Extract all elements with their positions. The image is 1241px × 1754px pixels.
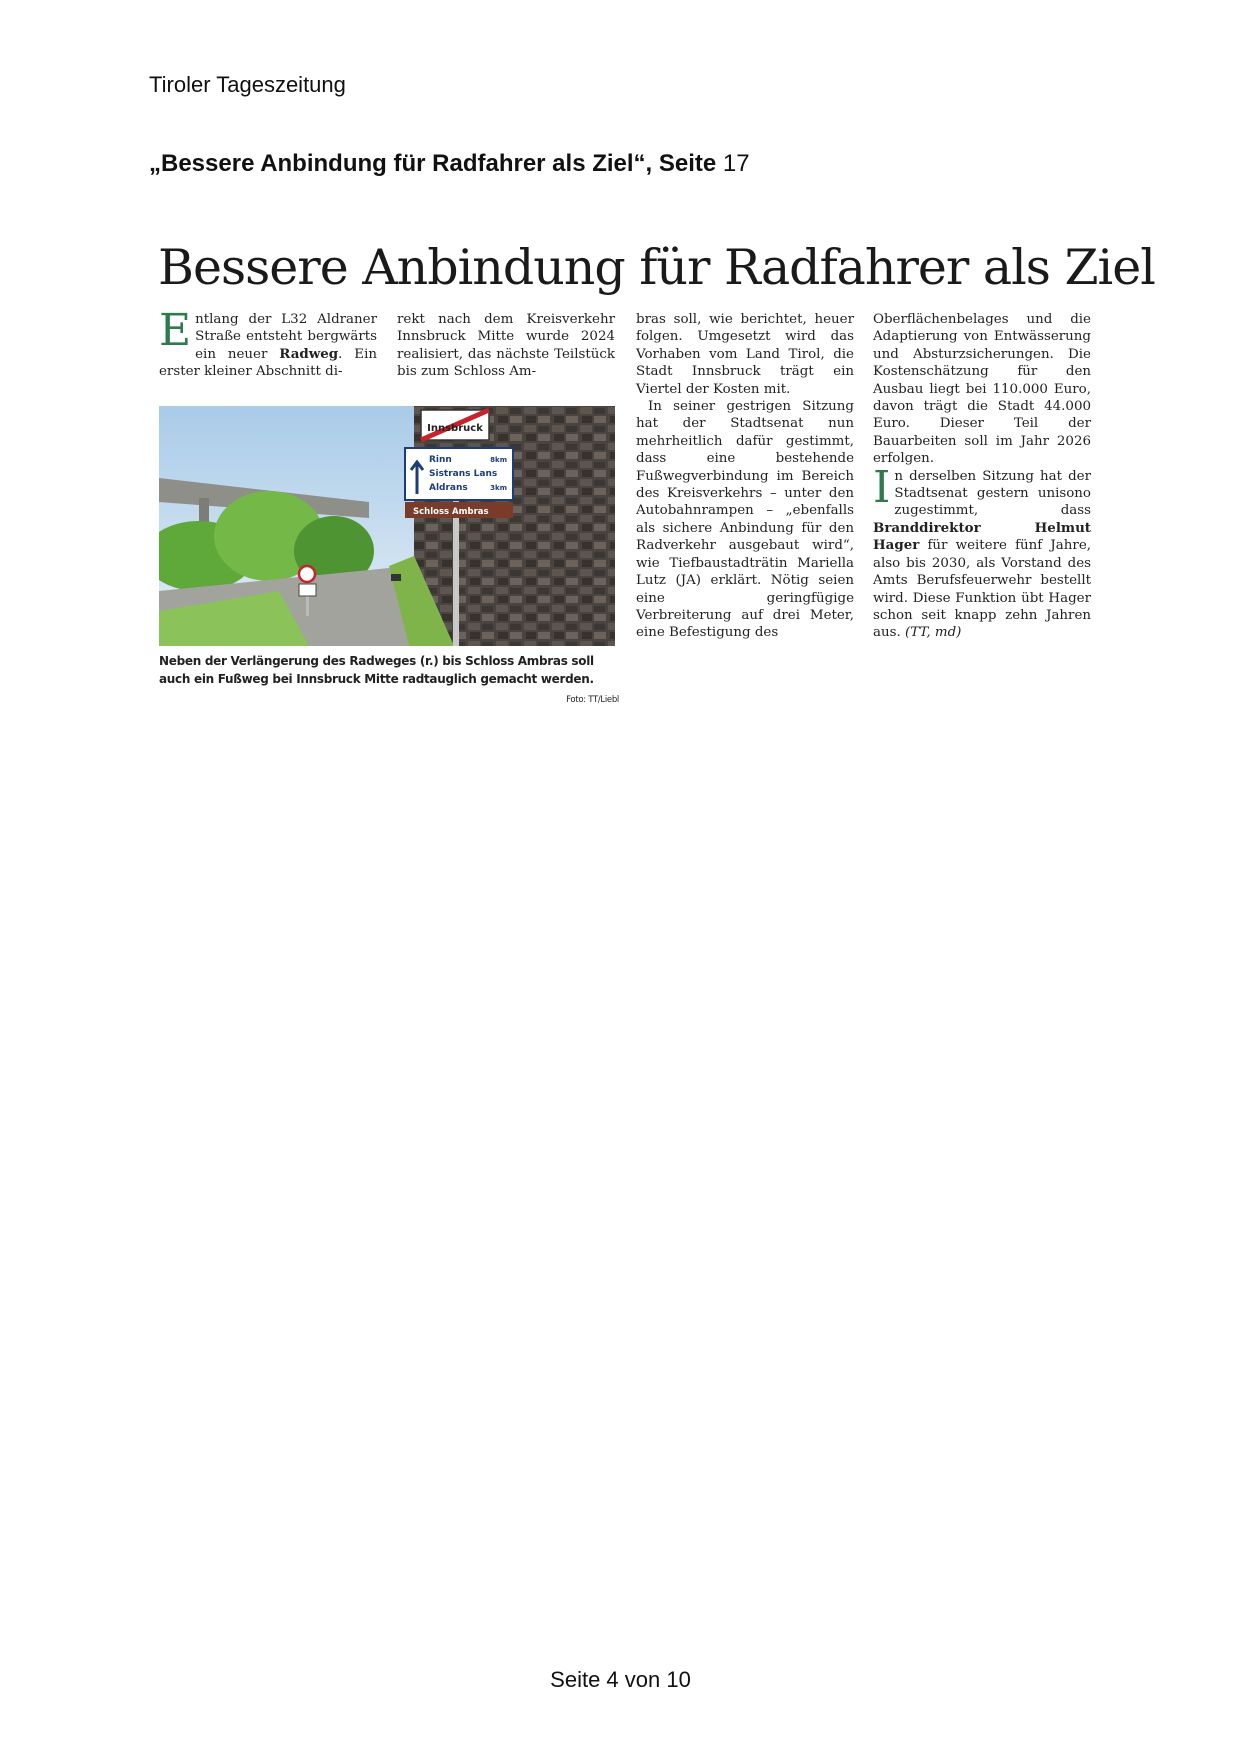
text-run: für weitere fünf Jahre, also bis 2030, als Vorstand des Amts Berufsfeuerwehr bestellt wird. Diese Funktion übt Hager schon seit knapp zehn Jahren aus.	[873, 538, 1091, 641]
street-scene-image	[159, 406, 615, 646]
text-run: . Ein erster kleiner Abschnitt di-	[159, 346, 377, 380]
article-column-4	[873, 311, 1091, 642]
article-headline: Bessere Anbindung für Radfahrer als Ziel	[158, 239, 1155, 296]
sign-dist-1: 8km	[490, 456, 507, 464]
text-run: n derselben Sitzung hat der Stadtsenat gestern unisono zugestimmt, dass	[894, 468, 1091, 519]
sign-place-1: Rinn	[429, 455, 452, 465]
photo-caption	[159, 652, 619, 709]
article-column-1	[159, 305, 377, 381]
article-page-number: 17	[722, 150, 750, 177]
paragraph-1-continued: rekt nach dem Kreisverkehr Innsbruck Mitte wurde 2024 realisiert, das nächste Teilstück bis zum Schloss Am-	[397, 312, 615, 380]
drop-cap: E	[159, 305, 192, 356]
page-footer: Seite 4 von 10	[550, 1667, 691, 1692]
article-reference-title: „Bessere Anbindung für Radfahrer als Ziel“, Seite	[149, 150, 717, 177]
sign-dist-3: 3km	[490, 484, 507, 492]
bold-term-radweg: Radweg	[279, 345, 339, 362]
article-photo	[159, 406, 615, 646]
photo-caption-text: Neben der Verlängerung des Radweges (r.) bis Schloss Ambras soll auch ein Fußweg bei Innsbruck Mitte radtauglich gemacht werden.	[159, 654, 594, 686]
paragraph-1-end: bras soll, wie berichtet, heuer folgen. Umgesetzt wird das Vorhaben vom Land Tirol, die Stadt Innsbruck trägt ein Viertel der Kosten mit.	[636, 312, 854, 397]
article-reference	[149, 150, 750, 178]
article-column-2	[397, 311, 615, 381]
sign-place-3: Aldrans	[429, 483, 468, 493]
publication-name: Tiroler Tageszeitung	[149, 72, 346, 97]
text-run: ntlang der L32 Aldraner Straße entsteht bergwärts ein neuer	[195, 312, 377, 362]
paragraph-1-start	[159, 305, 377, 381]
drop-cap: I	[873, 461, 891, 513]
bold-name-hager: Branddirektor Helmut Hager	[873, 519, 1091, 554]
sign-town-name: Innsbruck	[427, 423, 483, 434]
paragraph-2: In seiner gestrigen Sitzung hat der Stadtsenat nun mehrheitlich dafür gestimmt, dass eine bestehende Fußwegverbindung im Bereich des Kreisverkehrs – unter den Autobahnrampen – „ebenfalls als sichere Anbindung für den Radverkehr ausgebaut wird“, wie Tiefbaustadträtin Mariella Lutz (JA) erklärt. Nötig seien eine geringfügige Verbreiterung auf drei Meter, eine Befestigung des	[636, 399, 854, 641]
photo-credit: Foto: TT/Liebl	[566, 695, 619, 705]
author-signature: (TT, md)	[905, 625, 962, 641]
paragraph-3	[873, 461, 1091, 642]
sign-brown-label: Schloss Ambras	[413, 507, 489, 517]
sign-place-2: Sistrans Lans	[429, 469, 498, 479]
article-column-3	[636, 311, 854, 642]
paragraph-2-end: Oberflächenbelages und die Adaptierung von Entwässerung und Absturzsicherungen. Die Kostenschätzung für den Ausbau liegt bei 110.000 Euro, davon trägt die Stadt 44.000 Euro. Dieser Teil der Bauarbeiten soll im Jahr 2026 erfolgen.	[873, 312, 1091, 467]
